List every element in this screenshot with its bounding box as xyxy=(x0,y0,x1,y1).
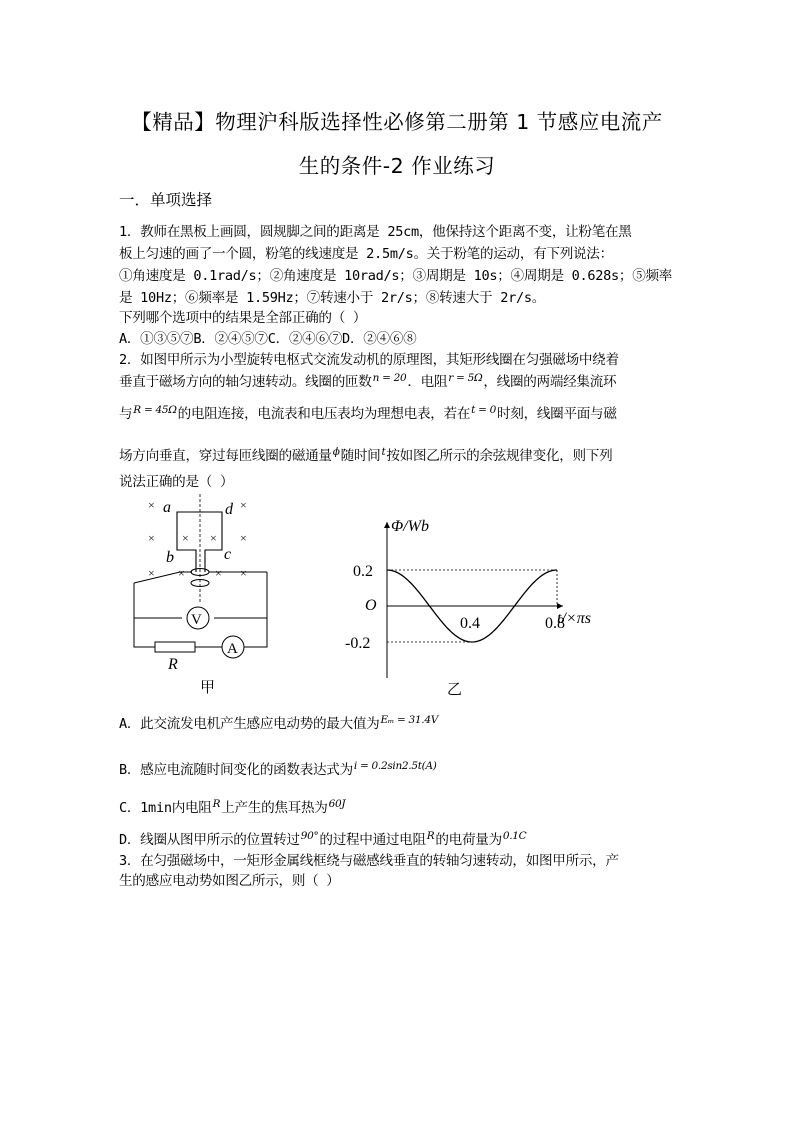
field-cross: × xyxy=(148,531,155,545)
voltmeter-label: V xyxy=(191,612,202,628)
chart-y-tick-label: -0.2 xyxy=(345,635,371,652)
document-title-line1: 【精品】物理沪科版选择性必修第二册第 1 节感应电流产 xyxy=(131,110,663,134)
q2-option-d-math2: R xyxy=(426,830,435,842)
q2-line5: 说法正确的是（ ） xyxy=(119,474,234,490)
q3-line1: 3．在匀强磁场中，一矩形金属线框绕与磁感线垂直的转轴匀速转动，如图甲所示，产 xyxy=(119,853,619,869)
field-cross: × xyxy=(148,498,155,512)
q2-option-b-math: i = 0.2sin2.5t(A) xyxy=(353,760,437,772)
q2-line2-text-c: ，线圈的两端经集流环 xyxy=(483,374,617,390)
q1-line1: 1．教师在黑板上画圆，圆规脚之间的距离是 25cm，他保持这个距离不变，让粉笔在黑 xyxy=(119,224,632,240)
q2-option-b-text: B．感应电流随时间变化的函数表达式为 xyxy=(119,762,353,778)
q2-option-a-math: Eₘ = 31.4V xyxy=(380,714,439,726)
q2-math-r: r = 5Ω xyxy=(448,372,483,384)
document-title-line2: 生的条件-2 作业练习 xyxy=(298,154,496,178)
q2-option-d-math1: 90° xyxy=(300,830,319,842)
q2-line3 xyxy=(119,402,617,422)
coil-label-c: c xyxy=(224,546,232,563)
chart-y-label: Φ/Wb xyxy=(391,518,429,535)
q2-math-t0: t = 0 xyxy=(471,404,496,416)
section-heading: 一．单项选择 xyxy=(119,191,213,209)
q2-option-d-math3: 0.1C xyxy=(502,830,527,842)
coil-label-a: a xyxy=(163,499,171,516)
resistor-label: R xyxy=(168,656,178,673)
q2-option-c-math1: R xyxy=(212,798,221,810)
field-cross: × xyxy=(178,566,185,580)
field-cross: × xyxy=(182,531,189,545)
q2-option-a xyxy=(119,712,439,732)
coil-leads xyxy=(196,562,205,572)
q2-option-c-text2: 上产生的焦耳热为 xyxy=(221,800,328,816)
q2-option-d-text2: 的过程中通过电阻 xyxy=(319,832,426,848)
q2-line3-text-a: 与 xyxy=(119,406,133,422)
field-cross: × xyxy=(240,531,247,545)
field-cross: × xyxy=(215,566,222,580)
q2-line2-text-b: ．电阻 xyxy=(407,374,448,390)
q2-line4-text-a: 场方向垂直，穿过每匝线圈的磁通量 xyxy=(119,448,332,464)
q2-option-d-text1: D．线圈从图甲所示的位置转过 xyxy=(119,832,300,848)
chart-x-label: t/×πs xyxy=(557,610,591,627)
chart-origin-label: O xyxy=(365,597,377,614)
q2-option-a-text: A．此交流发电机产生感应电动势的最大值为 xyxy=(119,716,380,732)
q2-line4-text-c: 按如图乙所示的余弦规律变化，则下列 xyxy=(386,448,613,464)
q2-math-R: R = 45Ω xyxy=(133,404,177,416)
q1-line4: 是 10Hz；⑥频率是 1.59Hz；⑦转速小于 2r/s；⑧转速大于 2r/s。 xyxy=(119,290,546,306)
coil-label-d: d xyxy=(225,501,233,518)
q1-line5: 下列哪个选项中的结果是全部正确的（ ） xyxy=(119,310,367,326)
ammeter-label: A xyxy=(227,641,238,657)
q2-option-c xyxy=(119,796,346,816)
chart-y-tick-label: 0.2 xyxy=(353,563,373,580)
chart-x-tick-label: 0.8 xyxy=(545,615,565,632)
q2-line3-text-b: 的电阻连接，电流表和电压表均为理想电表，若在 xyxy=(177,406,471,422)
q1-line3: ①角速度是 0.1rad/s；②角速度是 10rad/s；③周期是 10s；④周期是 0.628s；⑤频率 xyxy=(119,268,673,284)
figure-yi-caption: 乙 xyxy=(447,682,463,698)
q2-line3-text-c: 时刻，线圈平面与磁 xyxy=(497,406,617,422)
q1-line2: 板上匀速的画了一个圆，粉笔的线速度是 2.5m/s。关于粉笔的运动，有下列说法： xyxy=(119,246,613,262)
q2-line2 xyxy=(119,370,616,390)
q2-math-phi: ϕ xyxy=(332,446,340,458)
field-cross: × xyxy=(148,566,155,580)
q2-math-t: t xyxy=(381,446,386,458)
chart-x-tick-label: 0.4 xyxy=(460,615,480,632)
q2-line4 xyxy=(119,444,612,464)
figure-yi-chart xyxy=(335,508,615,698)
q2-line4-text-b: 随时间 xyxy=(340,448,381,464)
q2-line1: 2．如图甲所示为小型旋转电枢式交流发动机的原理图，其矩形线圈在匀强磁场中绕着 xyxy=(119,352,619,368)
q1-options: A．①③⑤⑦B．②④⑤⑦C．②④⑥⑦D．②④⑥⑧ xyxy=(119,331,417,347)
q3-line2: 生的感应电动势如图乙所示，则（ ） xyxy=(119,873,340,889)
field-cross: × xyxy=(210,531,217,545)
q2-option-d xyxy=(119,828,527,848)
field-cross: × xyxy=(240,566,247,580)
q2-math-n: n = 20 xyxy=(372,372,407,384)
resistor-R xyxy=(155,642,195,652)
q2-option-b xyxy=(119,758,438,778)
figure-jia-caption: 甲 xyxy=(200,680,216,696)
coil-label-b: b xyxy=(166,549,174,566)
q2-option-c-math2: 60J xyxy=(328,798,346,810)
figure-jia-circuit xyxy=(120,492,290,697)
field-cross: × xyxy=(240,498,247,512)
q2-option-d-text3: 的电荷量为 xyxy=(435,832,502,848)
q2-option-c-text1: C．1min内电阻 xyxy=(119,800,212,816)
q2-line2-text-a: 垂直于磁场方向的轴匀速转动。线圈的匝数 xyxy=(119,374,372,390)
